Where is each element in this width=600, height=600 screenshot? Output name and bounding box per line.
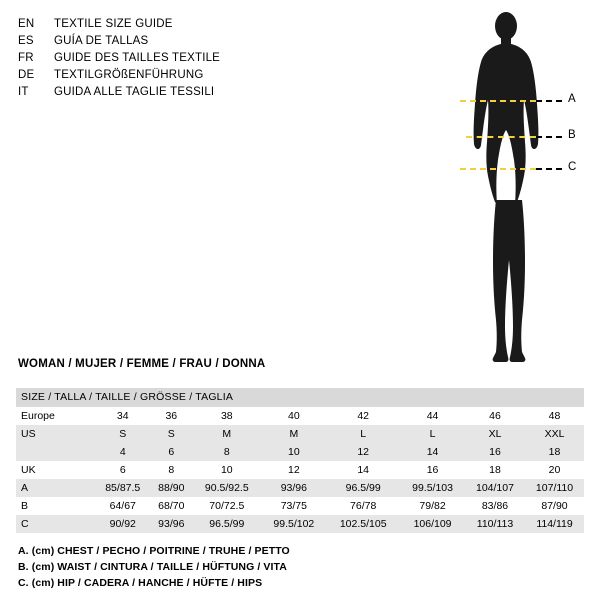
cell: 99.5/102 [261, 515, 326, 533]
row-label-europe: Europe [16, 407, 95, 425]
language-code-fr: FR [18, 52, 34, 64]
row-label-us: US [16, 425, 95, 443]
cell: 87/90 [525, 497, 584, 515]
language-code-es: ES [18, 35, 34, 47]
cell: 12 [326, 443, 400, 461]
cell: 40 [261, 407, 326, 425]
cell: 6 [95, 461, 151, 479]
cell: 73/75 [261, 497, 326, 515]
female-body-figure [430, 8, 590, 368]
cell: 10 [192, 461, 261, 479]
language-row-de [18, 67, 318, 83]
cell: 90/92 [95, 515, 151, 533]
cell: 20 [525, 461, 584, 479]
legend-row-c: C. (cm) HIP / CADERA / HANCHE / HÜFTE / HIPS [18, 577, 263, 589]
cell: 14 [326, 461, 400, 479]
cell: 110/113 [465, 515, 525, 533]
cell: 18 [525, 443, 584, 461]
row-label-a: A [16, 479, 95, 497]
cell: L [326, 425, 400, 443]
cell: 6 [151, 443, 193, 461]
section-title: WOMAN / MUJER / FEMME / FRAU / DONNA [18, 358, 266, 370]
language-row-en [18, 16, 318, 32]
cell: XXL [525, 425, 584, 443]
language-text-es: GUÍA DE TALLAS [54, 35, 149, 47]
cell: 48 [525, 407, 584, 425]
waist-marker-label: B [568, 129, 576, 141]
cell: 106/109 [400, 515, 465, 533]
cell: 104/107 [465, 479, 525, 497]
cell: 14 [400, 443, 465, 461]
cell: M [261, 425, 326, 443]
cell: 96.5/99 [326, 479, 400, 497]
cell: 8 [151, 461, 193, 479]
cell: 10 [261, 443, 326, 461]
cell: 70/72.5 [192, 497, 261, 515]
table-row [16, 443, 584, 461]
chest-dash-line-extension [536, 100, 562, 102]
hip-dash-line-extension [536, 168, 562, 170]
table-header-row [16, 388, 584, 407]
language-code-de: DE [18, 69, 35, 81]
cell: 102.5/105 [326, 515, 400, 533]
cell: 16 [400, 461, 465, 479]
cell: 34 [95, 407, 151, 425]
table-row [16, 479, 584, 497]
row-label-uk: UK [16, 461, 95, 479]
cell: S [151, 425, 193, 443]
language-text-en: TEXTILE SIZE GUIDE [54, 18, 173, 30]
cell: 4 [95, 443, 151, 461]
table-header-label: SIZE / TALLA / TAILLE / GRÖSSE / TAGLIA [16, 388, 584, 407]
table-row [16, 425, 584, 443]
cell: 99.5/103 [400, 479, 465, 497]
language-title-list [18, 16, 318, 101]
cell: 42 [326, 407, 400, 425]
cell: 85/87.5 [95, 479, 151, 497]
language-text-it: GUIDA ALLE TAGLIE TESSILI [54, 86, 215, 98]
size-table [16, 388, 584, 533]
cell: 68/70 [151, 497, 193, 515]
language-row-es [18, 33, 318, 49]
chest-marker-label: A [568, 93, 576, 105]
waist-dash-line [466, 136, 536, 138]
row-label-us-numeric [16, 443, 95, 461]
waist-dash-line-extension [536, 136, 562, 138]
row-label-b: B [16, 497, 95, 515]
language-text-de: TEXTILGRÖßENFÜHRUNG [54, 69, 204, 81]
table-row [16, 407, 584, 425]
cell: XL [465, 425, 525, 443]
cell: 38 [192, 407, 261, 425]
language-text-fr: GUIDE DES TAILLES TEXTILE [54, 52, 221, 64]
cell: 18 [465, 461, 525, 479]
cell: 16 [465, 443, 525, 461]
table-row [16, 497, 584, 515]
cell: 96.5/99 [192, 515, 261, 533]
language-row-it [18, 84, 318, 100]
language-code-it: IT [18, 86, 29, 98]
table-row [16, 515, 584, 533]
cell: 107/110 [525, 479, 584, 497]
cell: 44 [400, 407, 465, 425]
cell: 83/86 [465, 497, 525, 515]
cell: 46 [465, 407, 525, 425]
cell: 12 [261, 461, 326, 479]
measurement-legend [18, 543, 578, 591]
legend-row-b: B. (cm) WAIST / CINTURA / TAILLE / HÜFTUNG / VITA [18, 561, 287, 573]
table-row [16, 461, 584, 479]
cell: 88/90 [151, 479, 193, 497]
cell: 64/67 [95, 497, 151, 515]
cell: 36 [151, 407, 193, 425]
cell: 79/82 [400, 497, 465, 515]
cell: S [95, 425, 151, 443]
cell: M [192, 425, 261, 443]
language-code-en: EN [18, 18, 35, 30]
cell: 93/96 [261, 479, 326, 497]
cell: 8 [192, 443, 261, 461]
language-row-fr [18, 50, 318, 66]
legend-row-a: A. (cm) CHEST / PECHO / POITRINE / TRUHE / PETTO [18, 545, 290, 557]
cell: 93/96 [151, 515, 193, 533]
cell: 90.5/92.5 [192, 479, 261, 497]
cell: 76/78 [326, 497, 400, 515]
cell: 114/119 [525, 515, 584, 533]
hip-marker-label: C [568, 161, 577, 173]
chest-dash-line [460, 100, 536, 102]
row-label-c: C [16, 515, 95, 533]
hip-dash-line [460, 168, 536, 170]
cell: L [400, 425, 465, 443]
body-silhouette-icon [430, 8, 590, 368]
